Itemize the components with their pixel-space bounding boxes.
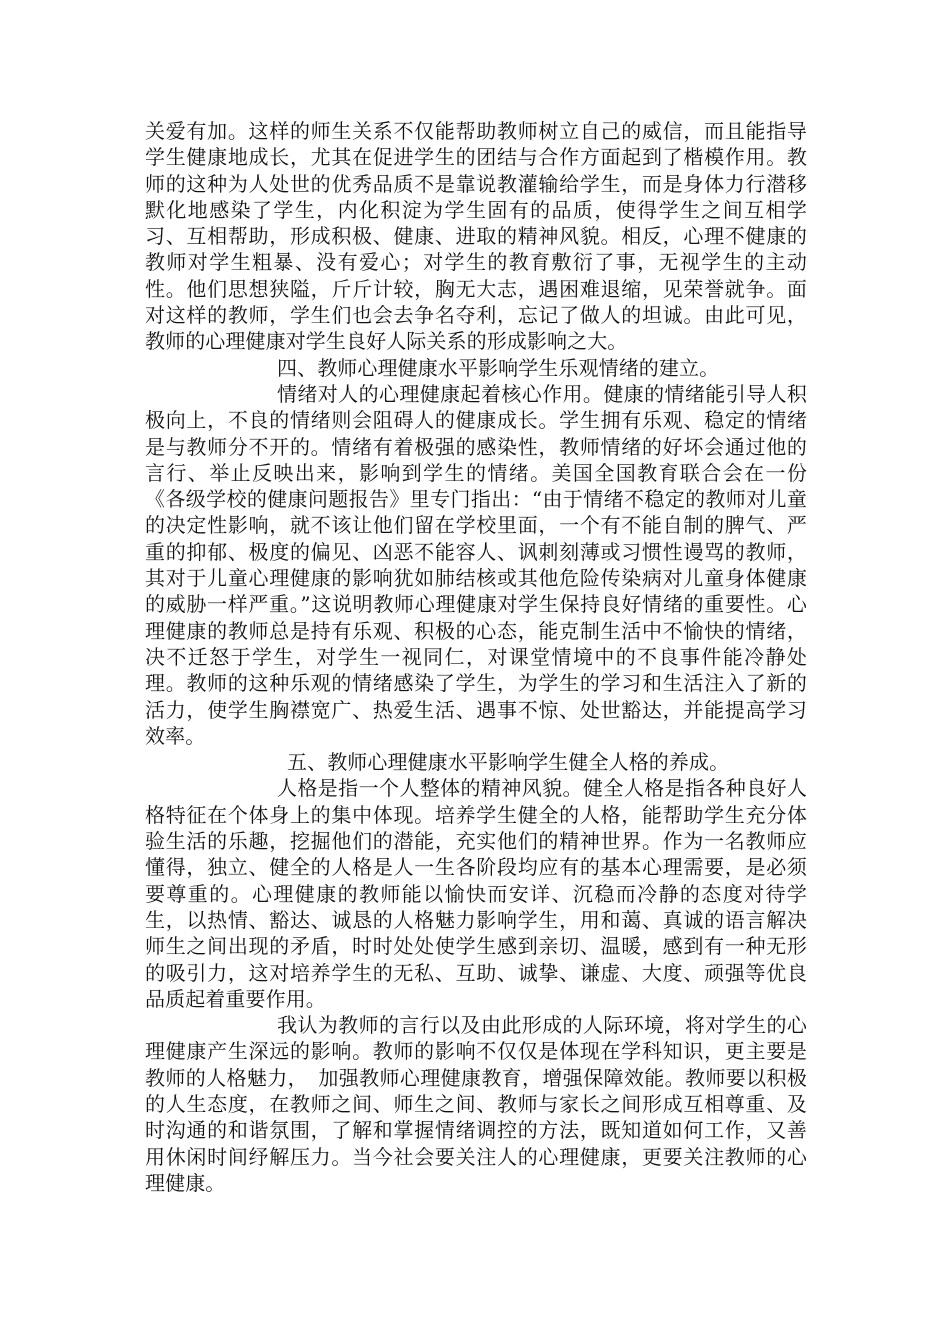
paragraph-conclusion: 我认为教师的言行以及由此形成的人际环境，将对学生的心理健康产生深远的影响。教师的影响不仅仅是体现在学科知识，更主要是教师的人格魅力， 加强教师心理健康教育，增强保障效能。教师要以积极的人生态度，在教师之间、师生之间、教师与家长之间形成互相尊重、及时沟通的和谐氛围，了解和掌握情绪调控的方法，既知道如何工作，又善用休闲时间纾解压力。当今社会要关注人的心理健康，更要关注教师的心理健康。 <box>145 1013 807 1195</box>
section-heading-4: 四、教师心理健康水平影响学生乐观情绪的建立。 <box>277 355 720 380</box>
paragraph-continuation: 关爱有加。这样的师生关系不仅能帮助教师树立自己的威信，而且能指导学生健康地成长，尤其在促进学生的团结与合作方面起到了楷模作用。教师的这种为人处世的优秀品质不是靠说教灌输给学生，而是身体力行潜移默化地感染了学生，内化积淀为学生固有的品质，使得学生之间互相学习、互相帮助，形成积极、健康、进取的精神风貌。相反，心理不健康的教师对学生粗暴、没有爱心；对学生的教育敷衍了事，无视学生的主动性。他们思想狭隘，斤斤计较，胸无大志，遇困难退缩，见荣誉就争。面对这样的教师，学生们也会去争名夺利，忘记了做人的坦诚。由此可见，教师的心理健康对学生良好人际关系的形成影响之大。 <box>145 119 807 354</box>
paragraph-section-4: 情绪对人的心理健康起着核心作用。健康的情绪能引导人积极向上，不良的情绪则会阻碍人的健康成长。学生拥有乐观、稳定的情绪是与教师分不开的。情绪有着极强的感染性，教师情绪的好坏会通过他的言行、举止反映出来，影响到学生的情绪。美国全国教育联合会在一份《各级学校的健康问题报告》里专门指出：“由于情绪不稳定的教师对儿童的决定性影响，就不该让他们留在学校里面，一个有不能自制的脾气、严重的抑郁、极度的偏见、凶恶不能容人、讽刺刻薄或习惯性谩骂的教师，其对于儿童心理健康的影响犹如肺结核或其他危险传染病对儿童身体健康的威胁一样严重。”这说明教师心理健康对学生保持良好情绪的重要性。心理健康的教师总是持有乐观、积极的心态，能克制生活中不愉快的情绪，决不迁怒于学生，对学生一视同仁，对课堂情境中的不良事件能冷静处理。教师的这种乐观的情绪感染了学生，为学生的学习和生活注入了新的活力，使学生胸襟宽广、热爱生活、遇事不惊、处世豁达，并能提高学习效率。 <box>145 381 807 748</box>
paragraph-section-5: 人格是指一个人整体的精神风貌。健全人格是指各种良好人格特征在个体身上的集中体现。培养学生健全的人格，能帮助学生充分体验生活的乐趣，挖掘他们的潜能，充实他们的精神世界。作为一名教师应懂得，独立、健全的人格是人一生各阶段均应有的基本心理需要，是必须要尊重的。心理健康的教师能以愉快而安详、沉稳而冷静的态度对待学生，以热情、豁达、诚恳的人格魅力影响学生，用和蔼、真诚的语言解决师生之间出现的矛盾，时时处处使学生感到亲切、温暖，感到有一种无形的吸引力，这对培养学生的无私、互助、诚挚、谦虚、大度、顽强等优良品质起着重要作用。 <box>145 776 807 1011</box>
document-body <box>145 118 807 1196</box>
section-heading-5: 五、教师心理健康水平影响学生健全人格的养成。 <box>287 750 730 775</box>
